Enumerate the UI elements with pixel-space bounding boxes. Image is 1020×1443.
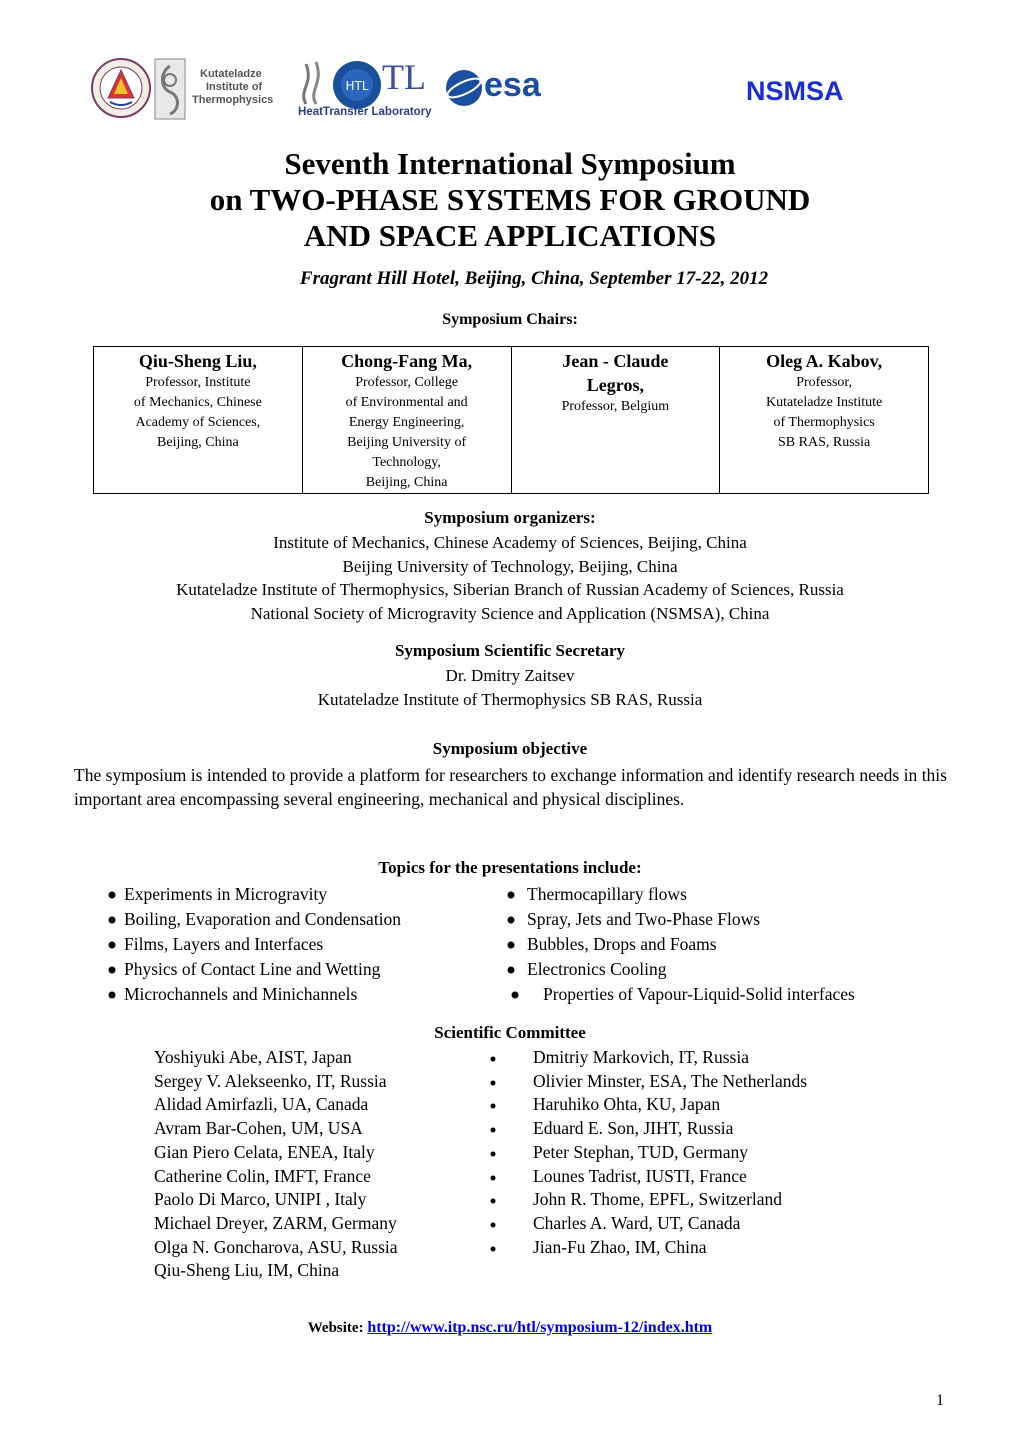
chair-detail: Beijing, China <box>365 475 448 490</box>
website-label: Website: <box>307 1320 364 1336</box>
esa-wordmark: esa <box>484 66 541 104</box>
chair-cell-3 <box>511 347 720 494</box>
page-title <box>0 146 1020 254</box>
list-item-text: Avram Bar-Cohen, UM, USA <box>154 1118 363 1139</box>
bullet-icon <box>488 1244 498 1254</box>
organizers-list <box>0 531 1020 625</box>
organizer-line: National Society of Microgravity Science and Application (NSMSA), China <box>250 603 770 623</box>
list-item-text: John R. Thome, EPFL, Switzerland <box>533 1189 783 1210</box>
bullet-icon <box>107 990 117 1000</box>
secretary-heading: Symposium Scientific Secretary <box>394 641 626 660</box>
list-item-text: Jian-Fu Zhao, IM, China <box>533 1236 707 1257</box>
bullet-icon <box>488 1220 498 1230</box>
chair-detail: Beijing University of <box>347 435 467 450</box>
list-item-text: Microchannels and Minichannels <box>124 984 358 1004</box>
bullet-icon <box>488 1173 498 1183</box>
chair-detail: SB RAS, Russia <box>778 435 871 450</box>
venue-line: Fragrant Hill Hotel, Beijing, China, September 17-22, 2012 <box>299 268 769 289</box>
htl-caption: HeatTransfer Laboratory <box>298 106 432 118</box>
bullet-icon <box>506 890 516 900</box>
chair-detail: Professor, <box>796 375 853 390</box>
chairs-heading: Symposium Chairs: <box>442 311 578 328</box>
svg-text:HTL: HTL <box>345 79 369 93</box>
title-line-3: AND SPACE APPLICATIONS <box>303 218 717 253</box>
list-item-text: Properties of Vapour-Liquid-Solid interfaces <box>543 984 855 1004</box>
bullet-icon <box>488 1054 498 1064</box>
chair-name: Jean - Claude <box>562 351 669 371</box>
committee-list <box>0 1046 1020 1286</box>
secretary-name: Dr. Dmitry Zaitsev <box>445 666 575 685</box>
chair-detail: Professor, Institute <box>145 375 251 390</box>
list-item-text: Haruhiko Ohta, KU, Japan <box>533 1094 721 1115</box>
bullet-icon <box>506 915 516 925</box>
bullet-icon <box>506 965 516 975</box>
topics-list <box>0 882 1020 1012</box>
website-line <box>0 1319 1020 1337</box>
list-item-text: Michael Dreyer, ZARM, Germany <box>154 1212 397 1233</box>
chair-detail: Beijing, China <box>157 435 239 450</box>
list-item-text: Gian Piero Celata, ENEA, Italy <box>154 1141 375 1162</box>
chair-cell-2 <box>302 347 511 494</box>
cas-imech-logo <box>90 56 152 120</box>
chair-detail: Energy Engineering, <box>348 415 465 430</box>
bullet-icon <box>510 990 520 1000</box>
chair-detail: of Environmental and <box>345 395 468 410</box>
list-item-text: Yoshiyuki Abe, AIST, Japan <box>154 1047 352 1067</box>
list-item-text: Spray, Jets and Two-Phase Flows <box>527 909 761 929</box>
nsmsa-logo: NSMSA <box>746 76 844 106</box>
bullet-icon <box>488 1149 498 1159</box>
page-number: 1 <box>936 1392 944 1409</box>
list-item-text: Bubbles, Drops and Foams <box>527 934 717 954</box>
list-item-text: Films, Layers and Interfaces <box>124 934 324 954</box>
chair-name: Chong-Fang Ma, <box>341 351 473 371</box>
title-line-2: on TWO-PHASE SYSTEMS FOR GROUND <box>209 182 811 217</box>
bullet-icon <box>107 940 117 950</box>
bullet-icon <box>488 1125 498 1135</box>
list-item-text: Olivier Minster, ESA, The Netherlands <box>533 1070 808 1091</box>
kutateladze-line2: Institute of <box>206 81 263 93</box>
chairs-table <box>93 346 929 494</box>
list-item-text: Qiu-Sheng Liu, IM, China <box>154 1260 340 1281</box>
chair-name: Qiu-Sheng Liu, <box>138 351 257 371</box>
secretary-affiliation: Kutateladze Institute of Thermophysics SB RAS, Russia <box>317 690 703 709</box>
list-item-text: Alidad Amirfazli, UA, Canada <box>154 1094 369 1115</box>
list-item-text: Charles A. Ward, UT, Canada <box>533 1212 741 1233</box>
list-item-text: Dmitriy Markovich, IT, Russia <box>533 1047 749 1067</box>
htl-letters: TL <box>382 57 426 97</box>
kutateladze-logo <box>154 58 284 122</box>
chair-cell-1 <box>94 347 303 494</box>
bullet-icon <box>107 915 117 925</box>
kutateladze-line3: Thermophysics <box>192 94 274 106</box>
list-item-text: Paolo Di Marco, UNIPI , Italy <box>154 1189 367 1210</box>
bullet-icon <box>107 890 117 900</box>
objective-heading: Symposium objective <box>432 739 588 758</box>
list-item-text: Thermocapillary flows <box>527 884 687 904</box>
bullet-icon <box>107 965 117 975</box>
chair-cell-4 <box>720 347 929 494</box>
list-item-text: Electronics Cooling <box>527 959 667 979</box>
bullet-icon <box>488 1196 498 1206</box>
esa-logo <box>444 68 564 112</box>
organizer-line: Kutateladze Institute of Thermophysics, Siberian Branch of Russian Academy of Sciences, Russia <box>176 580 844 599</box>
organizer-line: Beijing University of Technology, Beijing, China <box>342 556 678 576</box>
website-link[interactable]: http://www.itp.nsc.ru/htl/symposium-12/index.htm <box>367 1319 713 1336</box>
list-item-text: Catherine Colin, IMFT, France <box>154 1165 371 1186</box>
bullet-icon <box>488 1101 498 1111</box>
list-item-text: Physics of Contact Line and Wetting <box>124 959 381 979</box>
chair-detail: Academy of Sciences, <box>135 415 261 430</box>
list-item-text: Lounes Tadrist, IUSTI, France <box>533 1165 747 1186</box>
title-line-1: Seventh International Symposium <box>284 146 736 181</box>
chair-detail: of Mechanics, Chinese <box>133 395 262 410</box>
organizer-line: Institute of Mechanics, Chinese Academy of Sciences, Beijing, China <box>273 533 747 552</box>
chair-detail: Technology, <box>372 455 441 470</box>
list-item-text: Experiments in Microgravity <box>124 884 328 904</box>
chair-name: Oleg A. Kabov, <box>766 351 883 371</box>
committee-heading: Scientific Committee <box>434 1023 586 1042</box>
topics-heading: Topics for the presentations include: <box>378 858 642 877</box>
kutateladze-line1: Kutateladze <box>200 68 262 80</box>
bullet-icon <box>506 940 516 950</box>
chair-detail: Professor, College <box>355 375 459 390</box>
list-item-text: Peter Stephan, TUD, Germany <box>533 1141 748 1162</box>
list-item-text: Eduard E. Son, JIHT, Russia <box>533 1118 734 1139</box>
bullet-icon <box>488 1078 498 1088</box>
htl-logo <box>296 56 436 122</box>
chair-detail: of Thermophysics <box>773 415 875 430</box>
chair-detail: Kutateladze Institute <box>766 395 883 410</box>
list-item-text: Boiling, Evaporation and Condensation <box>124 909 402 929</box>
list-item-text: Sergey V. Alekseenko, IT, Russia <box>154 1070 387 1091</box>
chair-name-2: Legros, <box>586 375 644 395</box>
chair-detail: Professor, Belgium <box>561 399 670 414</box>
objective-text: The symposium is intended to provide a platform for researchers to exchange information and identify research needs in this important area encompassing several engineering, mechanical and physical disciplines. <box>74 765 947 809</box>
organizers-heading: Symposium organizers: <box>424 508 596 527</box>
list-item-text: Olga N. Goncharova, ASU, Russia <box>154 1236 398 1257</box>
